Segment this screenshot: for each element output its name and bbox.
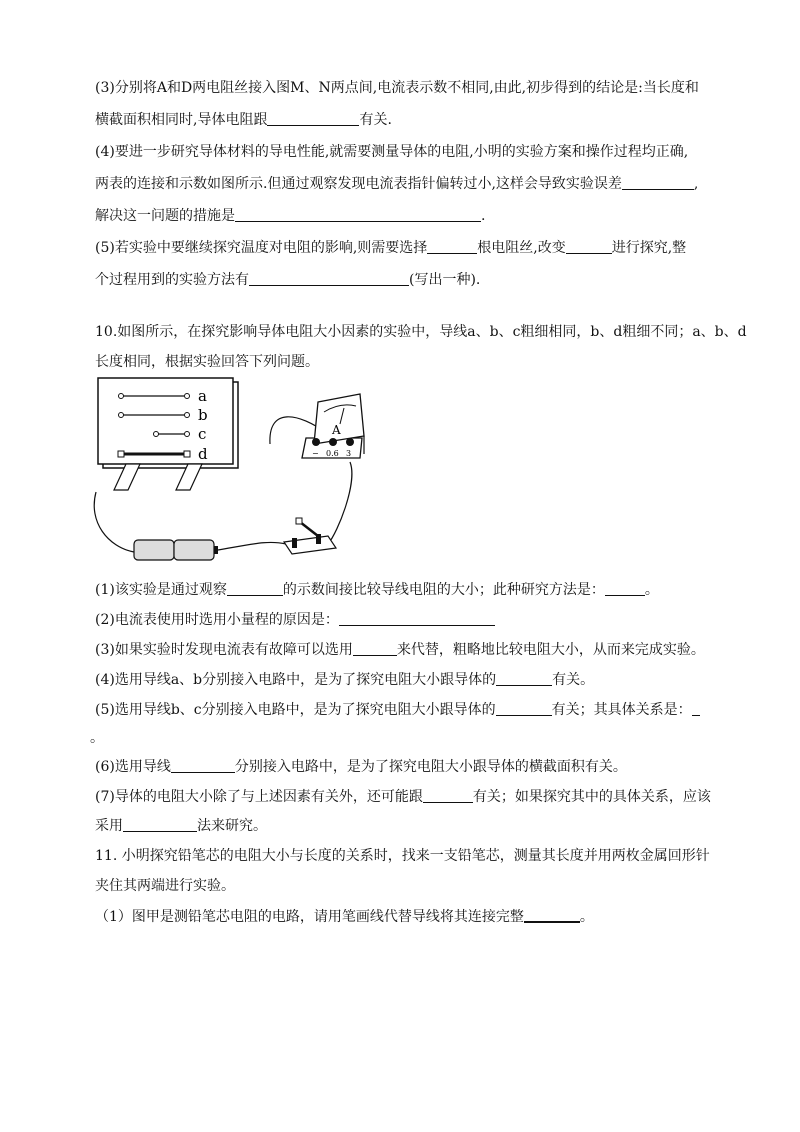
q10-item4-text: (4)选用导线a、b分别接入电路中，是为了探究电阻大小跟导体的: [95, 672, 497, 688]
switch-handle: [296, 518, 302, 524]
q10-item6-text: 分别接入电路中，是为了探究电阻大小跟导体的横截面积有关。: [234, 759, 627, 775]
answer-blank[interactable]: [496, 671, 552, 686]
q10-item1-text: (1)该实验是通过观察: [95, 582, 227, 598]
ammeter-terminal: [312, 438, 320, 446]
q9-item4-text: (4)要进一步研究导体材料的导电性能,就需要测量导体的电阻,小明的实验方案和操作过程均正确,: [95, 144, 689, 160]
wire-label-d: d: [198, 445, 208, 463]
q10-item2-text: (2)电流表使用时选用小量程的原因是：: [95, 612, 339, 628]
q9-item5-text: 进行探究,整: [611, 240, 687, 256]
answer-blank[interactable]: [339, 611, 495, 626]
wire-b-terminal: [119, 413, 124, 418]
q9-item4-text: 解决这一问题的措施是: [95, 208, 235, 224]
q9-item3-text: 横截面积相同时,导体电阻跟: [95, 112, 268, 128]
answer-blank[interactable]: [423, 788, 473, 803]
answer-blank[interactable]: [267, 111, 359, 126]
answer-blank[interactable]: [123, 817, 197, 832]
q10-item3-text: 来代替，粗略地比较电阻大小，从而来完成实验。: [396, 642, 705, 658]
answer-blank[interactable]: [171, 758, 235, 773]
ammeter-letter: A: [332, 423, 341, 437]
q10-item4-text: 有关。: [552, 672, 595, 688]
wire-label-b: b: [198, 406, 208, 424]
wire-label-c: c: [198, 425, 207, 443]
q10-item7-text: (7)导体的电阻大小除了与上述因素有关外，还可能跟: [95, 789, 423, 805]
ammeter-terminal: [329, 438, 337, 446]
connecting-wire: [218, 542, 286, 550]
q9-item3-text: 有关.: [359, 112, 392, 128]
battery-cell: [134, 540, 174, 560]
q9-item4-line3: [95, 206, 485, 226]
answer-blank[interactable]: [227, 581, 283, 596]
q9-item5-line1: [95, 238, 686, 258]
answer-blank[interactable]: [249, 271, 409, 286]
q9-item4-line2: [95, 174, 698, 194]
q10-item5-text: (5)选用导线b、c分别接入电路中，是为了探究电阻大小跟导体的: [95, 702, 496, 718]
q9-item4-text: 两表的连接和示数如图所示.但通过观察发现电流表指针偏转过小,这样会导致实验误差: [95, 176, 622, 192]
q10-item1-text: 。: [644, 582, 659, 598]
q9-item5-text: (5)若实验中要继续探究温度对电阻的影响,则需要选择: [95, 240, 428, 256]
wire-d-terminal: [118, 451, 124, 457]
q11-stem-line1: [95, 846, 710, 866]
q10-item7-text: 法来研究。: [197, 818, 267, 834]
q10-item5-text: 有关；其具体关系是：: [551, 702, 692, 718]
q10-item2: [95, 610, 495, 630]
q10-item5: [95, 700, 700, 720]
terminal-label-0-6: 0.6: [326, 449, 339, 458]
q10-stem-line2: [95, 352, 319, 372]
wire-c-terminal: [154, 432, 159, 437]
knife-switch: [284, 518, 336, 554]
q10-item7-line2: [95, 816, 267, 836]
ammeter: [302, 394, 364, 458]
q10-item4: [95, 670, 594, 690]
answer-blank[interactable]: [566, 239, 612, 254]
battery-cell: [174, 540, 214, 560]
q10-stem-line1: [95, 322, 747, 342]
q10-stem-text: 10.如图所示，在探究影响导体电阻大小因素的实验中，导线a、b、c粗细相同，b、d粗细不同；a、b、d: [95, 324, 747, 340]
q9-item5-text: 根电阻丝,改变: [477, 240, 566, 256]
answer-blank[interactable]: [427, 239, 477, 254]
q11-item1: [95, 907, 594, 927]
q9-item4-text: ,: [693, 176, 699, 192]
answer-blank[interactable]: [524, 907, 580, 923]
q11-stem-text: 11. 小明探究铅笔芯的电阻大小与长度的关系时，找来一支铅笔芯，测量其长度并用两枚金属回形针: [95, 848, 710, 864]
answer-blank[interactable]: [235, 207, 481, 222]
q9-item5-line2: [95, 270, 480, 290]
wire-a-terminal: [185, 394, 190, 399]
answer-blank[interactable]: [496, 701, 552, 716]
ammeter-terminal: [346, 438, 354, 446]
resistance-wire-board: [98, 378, 238, 490]
q9-item5-text: (写出一种).: [409, 272, 481, 288]
q11-stem-text: 夹住其两端进行实验。: [95, 878, 235, 894]
wire-b-terminal: [185, 413, 190, 418]
q9-item3-line2: [95, 110, 392, 130]
q10-item3: [95, 640, 705, 660]
answer-blank[interactable]: [605, 581, 645, 596]
circuit-figure: [88, 372, 388, 577]
q9-item5-text: 个过程用到的实验方法有: [95, 272, 249, 288]
answer-blank[interactable]: [692, 701, 700, 716]
answer-blank[interactable]: [622, 175, 694, 190]
q10-item7-text: 有关；如果探究其中的具体关系，应该: [472, 789, 711, 805]
q10-stem-text: 长度相同，根据实验回答下列问题。: [95, 354, 319, 370]
battery-pack: [134, 540, 218, 560]
q10-item5-end: [90, 728, 104, 748]
q9-item4-text: .: [481, 208, 486, 224]
q10-item5-text: 。: [90, 730, 104, 746]
q10-item3-text: (3)如果实验时发现电流表有故障可以选用: [95, 642, 353, 658]
q9-item4-line1: [95, 142, 688, 162]
q10-item6: [95, 757, 627, 777]
q11-stem-line2: [95, 876, 235, 896]
q10-item6-text: (6)选用导线: [95, 759, 171, 775]
wire-d-terminal: [184, 451, 190, 457]
switch-blade: [300, 522, 318, 536]
q9-item3-line1: [95, 78, 699, 98]
connecting-wire: [94, 492, 134, 552]
terminal-label-3: 3: [346, 449, 352, 458]
wire-a-terminal: [119, 394, 124, 399]
q10-item1-text: 的示数间接比较导线电阻的大小；此种研究方法是：: [282, 582, 605, 598]
terminal-label-negative: −: [312, 449, 319, 458]
wire-label-a: a: [198, 387, 207, 405]
q10-item1: [95, 580, 659, 600]
q9-item3-text: (3)分别将A和D两电阻丝接入图M、N两点间,电流表示数不相同,由此,初步得到的结论是:当长度和: [95, 80, 699, 96]
q11-item1-text: 。: [579, 909, 594, 925]
wire-c-terminal: [185, 432, 190, 437]
q11-item1-text: （1）图甲是测铅笔芯电阻的电路，请用笔画线代替导线将其连接完整: [95, 909, 524, 925]
q10-item7-text: 采用: [95, 818, 123, 834]
connecting-wire: [328, 462, 352, 544]
q10-item7-line1: [95, 787, 711, 807]
answer-blank[interactable]: [353, 641, 397, 656]
